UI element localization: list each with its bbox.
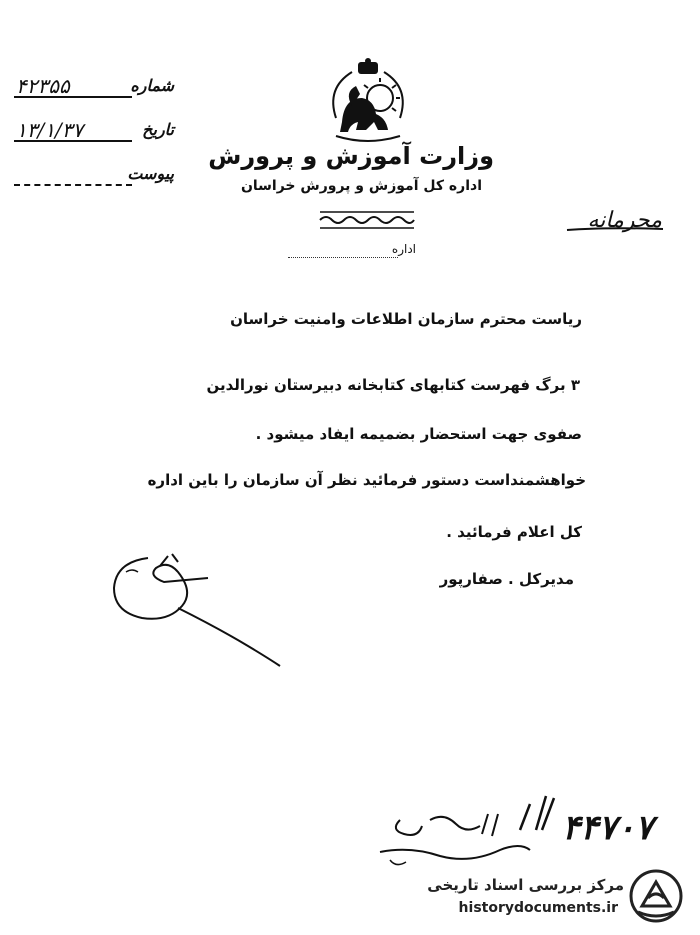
confidential-stroke — [565, 224, 665, 234]
number-value: ۴۲۳۵۵ — [16, 74, 70, 98]
attachment-field — [14, 164, 174, 194]
number-field — [14, 76, 174, 106]
attachment-label: پیوست — [127, 164, 174, 183]
watermark-url[interactable]: historydocuments.ir — [458, 900, 618, 916]
office-label: اداره — [391, 242, 416, 256]
addressee-line: ریاست محترم سازمان اطلاعات وامنیت خراسان — [230, 310, 582, 328]
signatory-line: مدیرکل . صفارپور — [439, 570, 574, 588]
attachment-underline — [14, 184, 132, 186]
body-line-3: صفوی جهت استحضار بضمیمه ایفاد میشود . — [255, 425, 582, 443]
body-line-4: خواهشمنداست دستور فرمائید نظر آن سازمان را باین اداره — [147, 471, 586, 489]
handwritten-note — [370, 790, 560, 870]
number-label: شماره — [130, 76, 174, 95]
body-line-2: ۳ برگ فهرست کتابهای کتابخانه دبیرستان نورالدین — [206, 376, 580, 394]
lion-and-sun-emblem-icon — [322, 58, 414, 146]
handwritten-number: ۴۴۷۰۷ — [562, 808, 654, 848]
office-dotted-line — [288, 257, 398, 258]
department-subtitle: اداره کل آموزش و پرورش خراسان — [240, 178, 482, 194]
confidential-stamp: محرمانه — [587, 208, 662, 233]
body-line-5: کل اعلام فرمائید . — [446, 523, 582, 541]
ministry-title: وزارت آموزش و پرورش — [208, 142, 494, 170]
date-label: تاریخ — [142, 120, 174, 139]
date-field — [14, 120, 174, 150]
date-value: ۱۳/۱/۳۷ — [16, 118, 84, 142]
watermark-text: مرکز بررسی اسناد تاریخی — [427, 876, 624, 894]
archive-logo-icon — [628, 868, 684, 924]
number-underline — [14, 96, 132, 98]
decorative-wave-divider — [318, 210, 416, 230]
handwritten-signature — [108, 548, 298, 668]
date-underline — [14, 140, 132, 142]
